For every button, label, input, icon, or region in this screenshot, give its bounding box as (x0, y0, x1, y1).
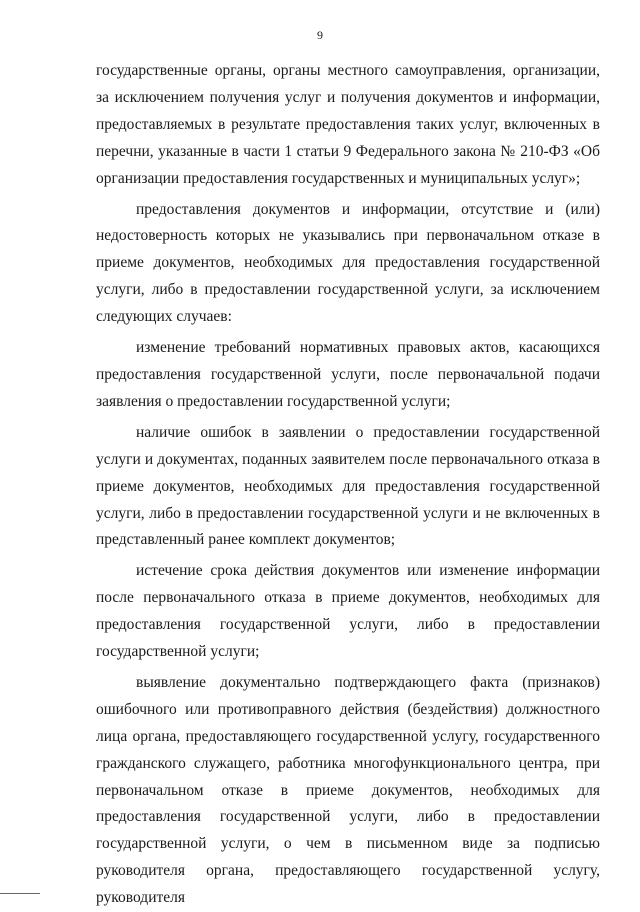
paragraph-5: истечение срока действия документов или изменение информации после первоначального отказа в приеме документов, необходимых для предоставления государственной услуги, либо в предоставлении государственной услуги; (96, 562, 600, 661)
paragraph-1: государственные органы, органы местного самоуправления, организации, за исключением получения услуг и получения документов и информации, предоставляемых в результате предоставления таких услуг, включенных в перечни, указанные в части 1 статьи 9 Федерального закона № 210-ФЗ «Об организации предоставления государственных и муниципальных услуг»; (96, 62, 600, 187)
paragraph-2: предоставления документов и информации, отсутствие и (или) недостоверность которых не указывались при первоначальном отказе в приеме документов, необходимых для предоставления государственной услуги, либо в предоставлении государственной услуги, за исключением следующих случаев: (96, 200, 600, 326)
document-body (96, 58, 600, 912)
footer-divider (0, 893, 40, 894)
paragraph-3: изменение требований нормативных правовых актов, касающихся предоставления государственной услуги, после первоначальной подачи заявления о предоставлении государственной услуги; (96, 339, 600, 410)
paragraph-4: наличие ошибок в заявлении о предоставлении государственной услуги и документах, поданных заявителем после первоначального отказа в приеме документов, необходимых для предоставления государственной услуги, либо в предоставлении государственной услуги и не включенных в представленный ранее комплект документов; (96, 423, 600, 549)
paragraph-6: выявление документально подтверждающего факта (признаков) ошибочного или противоправного действия (бездействия) должностного лица органа, предоставляющего государственной услугу, государственного гражданского служащего, работника многофункционального центра, при первоначальном отказе в приеме документов, необходимых для предоставления государственной услуги, либо в предоставлении государственной услуги, о чем в письменном виде за подписью руководителя органа, предоставляющего государственной услугу, руководителя (96, 673, 600, 907)
page-number: 9 (317, 28, 323, 42)
